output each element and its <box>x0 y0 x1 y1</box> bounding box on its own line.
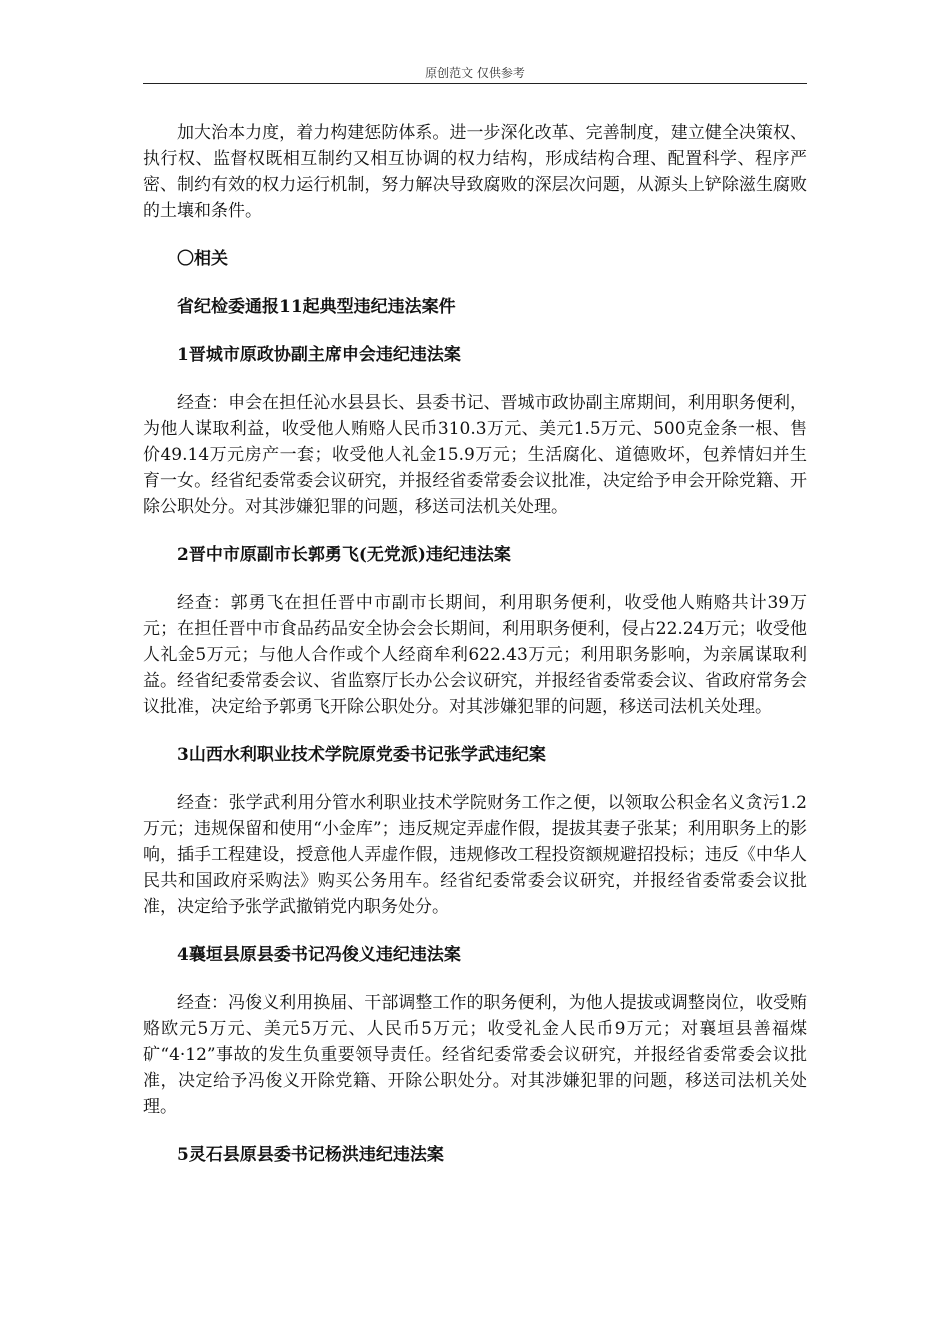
case-heading-2: 2晋中市原副市长郭勇飞(无党派)违纪违法案 <box>177 545 511 565</box>
header-rule <box>143 83 807 84</box>
case-heading-5: 5灵石县原县委书记杨洪违纪违法案 <box>177 1145 444 1165</box>
case-heading-3: 3山西水利职业技术学院原党委书记张学武违纪案 <box>177 745 546 765</box>
case-paragraph-4: 经查：冯俊义利用换届、干部调整工作的职务便利，为他人提拔或调整岗位，收受贿赂欧元5万元、美元5万元、人民币5万元；收受礼金人民币9万元；对襄垣县善福煤矿“4·12”事故的发生负重要领导责任。经省纪委常委会议研究，并报经省委常委会议批准，决定给予冯俊义开除党籍、开除公职处分。对其涉嫌犯罪的问题，移送司法机关处理。 <box>143 993 807 1117</box>
intro-paragraph: 加大治本力度，着力构建惩防体系。进一步深化改革、完善制度，建立健全决策权、执行权、监督权既相互制约又相互协调的权力结构，形成结构合理、配置科学、程序严密、制约有效的权力运行机制，努力解决导致腐败的深层次问题，从源头上铲除滋生腐败的土壤和条件。 <box>143 123 807 221</box>
case-paragraph-3: 经查：张学武利用分管水利职业技术学院财务工作之便，以领取公积金名义贪污1.2万元；违规保留和使用“小金库”；违反规定弄虚作假，提拔其妻子张某；利用职务上的影响，插手工程建设，授意他人弄虚作假，违规修改工程投资额规避招投标；违反《中华人民共和国政府采购法》购买公务用车。经省纪委常委会议研究，并报经省委常委会议批准，决定给予张学武撤销党内职务处分。 <box>143 793 807 917</box>
case-paragraph-1: 经查：申会在担任沁水县县长、县委书记、晋城市政协副主席期间，利用职务便利，为他人谋取利益，收受他人贿赂人民币310.3万元、美元1.5万元、500克金条一根、售价49.14万元房产一套；收受他人礼金15.9万元；生活腐化、道德败坏，包养情妇并生育一女。经省纪委常委会议研究，并报经省委常委会议批准，决定给予申会开除党籍、开除公职处分。对其涉嫌犯罪的问题，移送司法机关处理。 <box>143 393 807 517</box>
page-header: 原创范文 仅供参考 <box>425 66 525 80</box>
document-body <box>143 120 807 1168</box>
case-paragraph-2: 经查：郭勇飞在担任晋中市副市长期间，利用职务便利，收受他人贿赂共计39万元；在担任晋中市食品药品安全协会会长期间，利用职务便利，侵占22.24万元；收受他人礼金5万元；与他人合作或个人经商牟利622.43万元；利用职务影响，为亲属谋取利益。经省纪委常委会议、省监察厅长办公会议研究，并报经省委常委会议、省政府常务会议批准，决定给予郭勇飞开除公职处分。对其涉嫌犯罪的问题，移送司法机关处理。 <box>143 593 807 717</box>
related-marker: 〇相关 <box>177 249 228 269</box>
section-title: 省纪检委通报11起典型违纪违法案件 <box>177 297 456 317</box>
case-heading-4: 4襄垣县原县委书记冯俊义违纪违法案 <box>177 945 461 965</box>
case-heading-1: 1晋城市原政协副主席申会违纪违法案 <box>177 345 461 365</box>
